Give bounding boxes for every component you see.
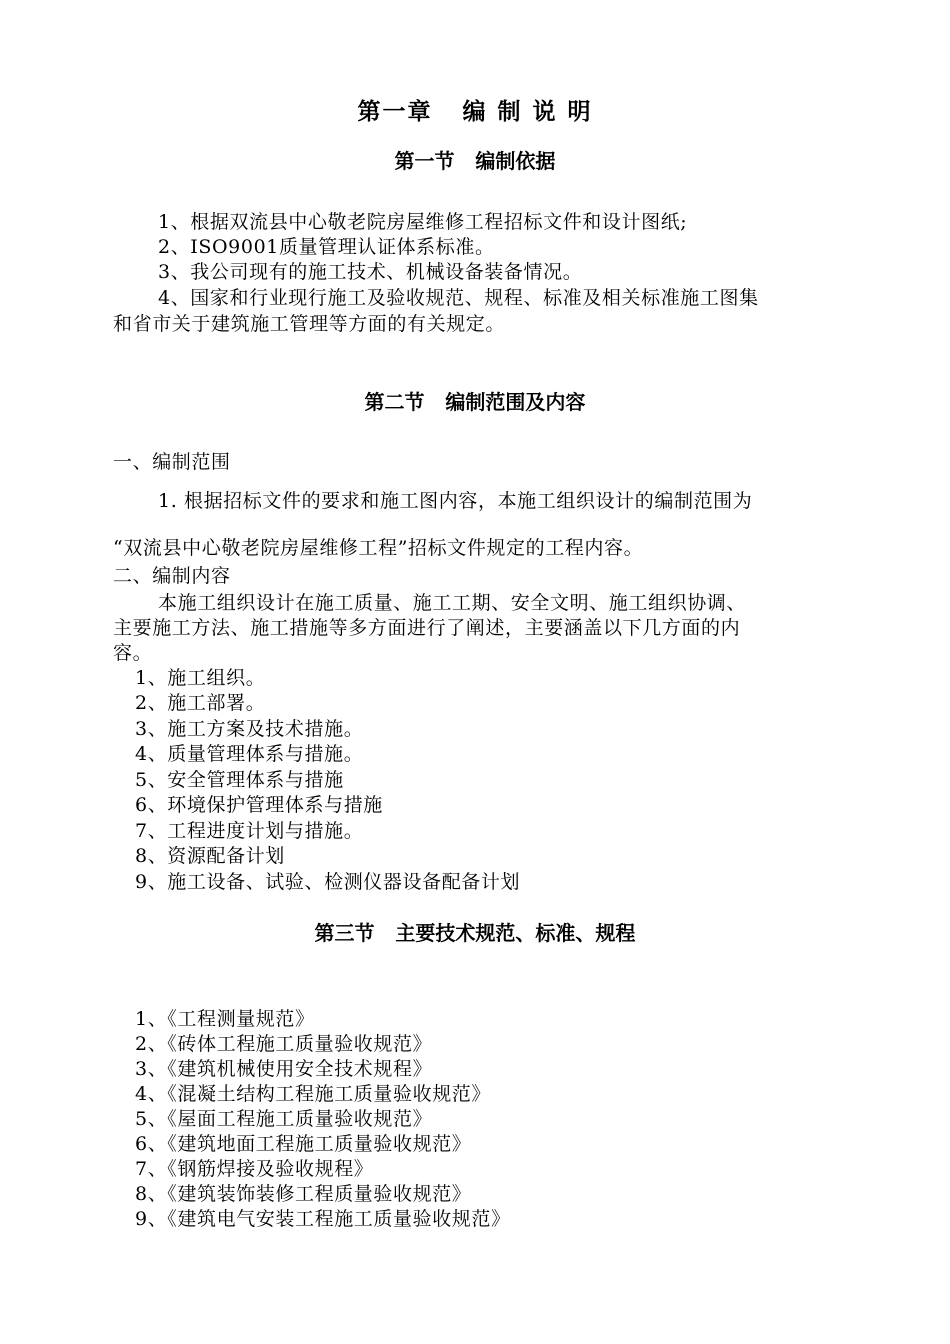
- content-heading: 二、编制内容: [113, 565, 231, 587]
- standard-item-4: 4、《混凝土结构工程施工质量验收规范》: [135, 1083, 491, 1105]
- content-item-7: 7、工程进度计划与措施。: [135, 820, 364, 842]
- content-para-2: 主要施工方法、施工措施等多方面进行了阐述，主要涵盖以下几方面的内: [113, 617, 741, 639]
- standard-item-9: 9、《建筑电气安装工程施工质量验收规范》: [135, 1208, 511, 1230]
- content-item-3: 3、施工方案及技术措施。: [135, 718, 364, 740]
- content-item-5: 5、安全管理体系与措施: [135, 769, 344, 791]
- content-para-1: 本施工组织设计在施工质量、施工工期、安全文明、施工组织协调、: [158, 592, 747, 614]
- content-item-9: 9、施工设备、试验、检测仪器设备配备计划: [135, 871, 521, 893]
- section3-title: 第三节 主要技术规范、标准、规程: [314, 921, 636, 945]
- standard-item-8: 8、《建筑装饰装修工程质量验收规范》: [135, 1183, 472, 1205]
- basis-item-3: 3、我公司现有的施工技术、机械设备装备情况。: [158, 261, 583, 283]
- standard-item-3: 3、《建筑机械使用安全技术规程》: [135, 1058, 433, 1080]
- content-item-4: 4、质量管理体系与措施。: [135, 743, 364, 765]
- scope-heading: 一、编制范围: [113, 451, 231, 473]
- basis-item-4: 4、国家和行业现行施工及验收规范、规程、标准及相关标准施工图集: [158, 287, 759, 309]
- standard-item-5: 5、《屋面工程施工质量验收规范》: [135, 1108, 433, 1130]
- basis-item-4-cont: 和省市关于建筑施工管理等方面的有关规定。: [113, 313, 506, 335]
- content-para-3: 容。: [113, 642, 153, 664]
- section1-title: 第一节 编制依据: [394, 149, 556, 173]
- content-item-1: 1、施工组织。: [135, 667, 266, 689]
- standard-item-6: 6、《建筑地面工程施工质量验收规范》: [135, 1133, 472, 1155]
- content-item-2: 2、施工部署。: [135, 692, 266, 714]
- scope-line-1: 1. 根据招标文件的要求和施工图内容，本施工组织设计的编制范围为: [158, 490, 753, 512]
- standard-item-2: 2、《砖体工程施工质量验收规范》: [135, 1033, 433, 1055]
- content-item-8: 8、资源配备计划: [135, 845, 285, 867]
- content-item-6: 6、环境保护管理体系与措施: [135, 794, 383, 816]
- section2-title: 第二节 编制范围及内容: [364, 390, 586, 414]
- standard-item-7: 7、《钢筋焊接及验收规程》: [135, 1158, 374, 1180]
- basis-item-1: 1、根据双流县中心敬老院房屋维修工程招标文件和设计图纸;: [158, 211, 688, 233]
- scope-line-2: “双流县中心敬老院房屋维修工程”招标文件规定的工程内容。: [113, 537, 644, 559]
- standard-item-1: 1、《工程测量规范》: [135, 1008, 315, 1030]
- chapter-title: 第一章 编 制 说 明: [357, 99, 593, 125]
- basis-item-2: 2、ISO9001质量管理认证体系标准。: [158, 236, 495, 258]
